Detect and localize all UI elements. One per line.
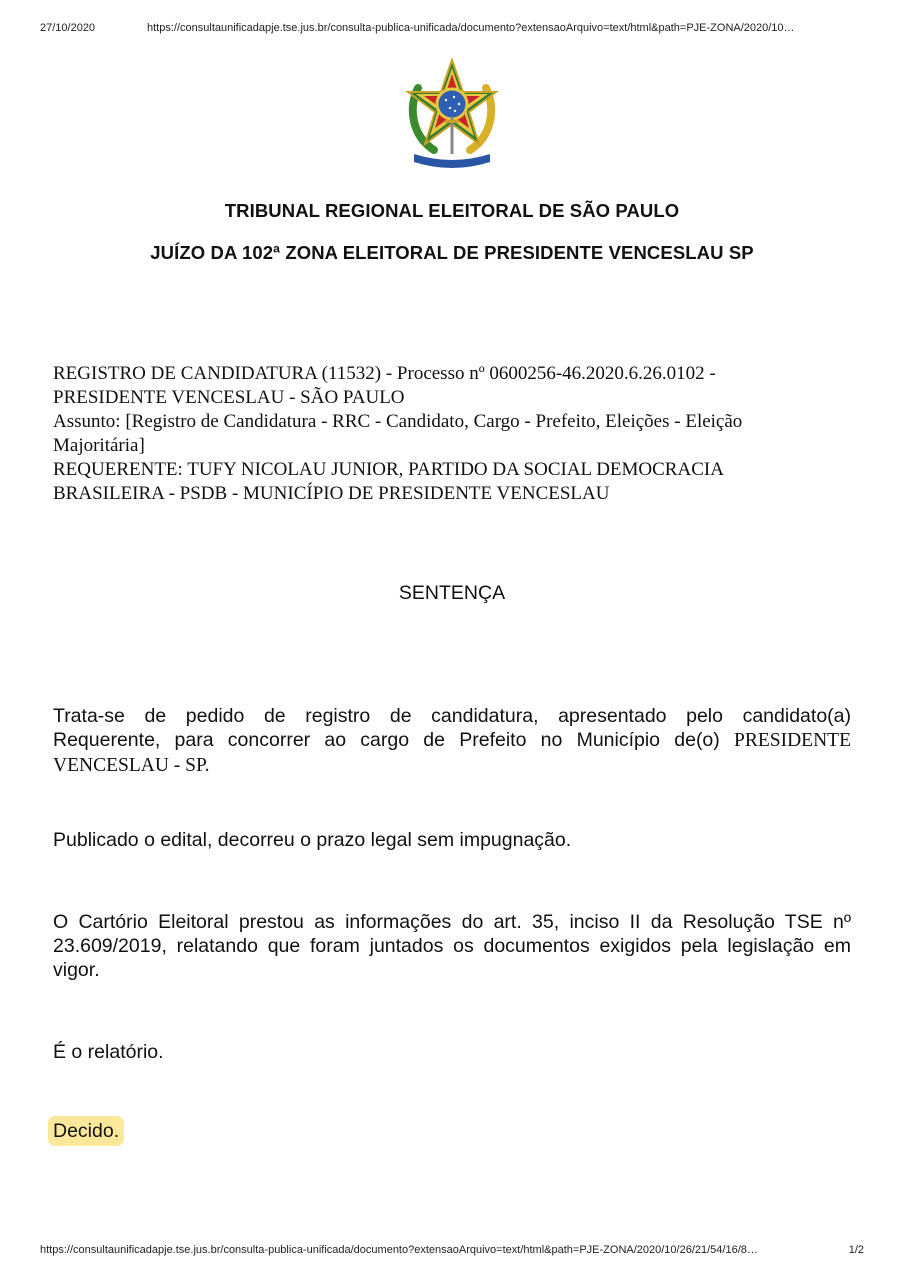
paragraph-line: VENCESLAU - SP. (53, 755, 210, 776)
caption-line: PRESIDENTE VENCESLAU - SÃO PAULO (53, 387, 405, 408)
caption-line: Assunto: [Registro de Candidatura - RRC - Candidato, Cargo - Prefeito, Eleições - Eleição (53, 411, 743, 432)
print-date: 27/10/2020 (40, 22, 96, 34)
case-caption (53, 362, 853, 506)
caption-line: REGISTRO DE CANDIDATURA (11532) - Processo nº 0600256-46.2020.6.26.0102 - (53, 363, 716, 384)
caption-line: BRASILEIRA - PSDB - MUNICÍPIO DE PRESIDENTE VENCESLAU (53, 483, 610, 504)
print-footer-url: https://consultaunificadapje.tse.jus.br/consulta-publica-unificada/documento?extensaoArquivo=text/html&path=PJE-ZONA/2020/10/26/21/54/16/8… (40, 1244, 758, 1256)
paragraph-line: Trata-se de pedido de registro de candidatura, apresentado pelo candidato(a) (53, 705, 851, 727)
page-number: 1/2 (848, 1244, 864, 1256)
highlighted-decision-text: Decido. (48, 1116, 124, 1146)
print-header-url: https://consultaunificadapje.tse.jus.br/consulta-publica-unificada/documento?extensaoArquivo=text/html&path=PJE-ZONA/2020/10… (147, 22, 795, 34)
paragraph (53, 704, 851, 778)
paragraph: É o relatório. (53, 1041, 164, 1063)
paragraph-text-serif: PRESIDENTE (734, 730, 851, 751)
paragraph (53, 910, 851, 982)
print-header (40, 22, 864, 38)
paragraph-text: Requerente, para concorrer ao cargo de Prefeito no Município de(o) (53, 729, 734, 751)
caption-line: REQUERENTE: TUFY NICOLAU JUNIOR, PARTIDO DA SOCIAL DEMOCRACIA (53, 459, 724, 480)
paragraph: Publicado o edital, decorreu o prazo legal sem impugnação. (53, 829, 572, 851)
coat-of-arms-icon (404, 58, 500, 168)
caption-line: Majoritária] (53, 435, 145, 456)
paragraph-line: vigor. (53, 959, 100, 981)
paragraph-line: O Cartório Eleitoral prestou as informações do art. 35, inciso II da Resolução TSE nº (53, 911, 851, 933)
court-name: TRIBUNAL REGIONAL ELEITORAL DE SÃO PAULO (224, 200, 680, 221)
electoral-zone-title: JUÍZO DA 102ª ZONA ELEITORAL DE PRESIDENTE VENCESLAU SP (150, 242, 754, 263)
paragraph-line: 23.609/2019, relatando que foram juntados os documentos exigidos pela legislação em (53, 935, 851, 957)
section-title: SENTENÇA (398, 582, 506, 604)
paragraph-line (53, 728, 851, 753)
print-footer (40, 1244, 864, 1258)
